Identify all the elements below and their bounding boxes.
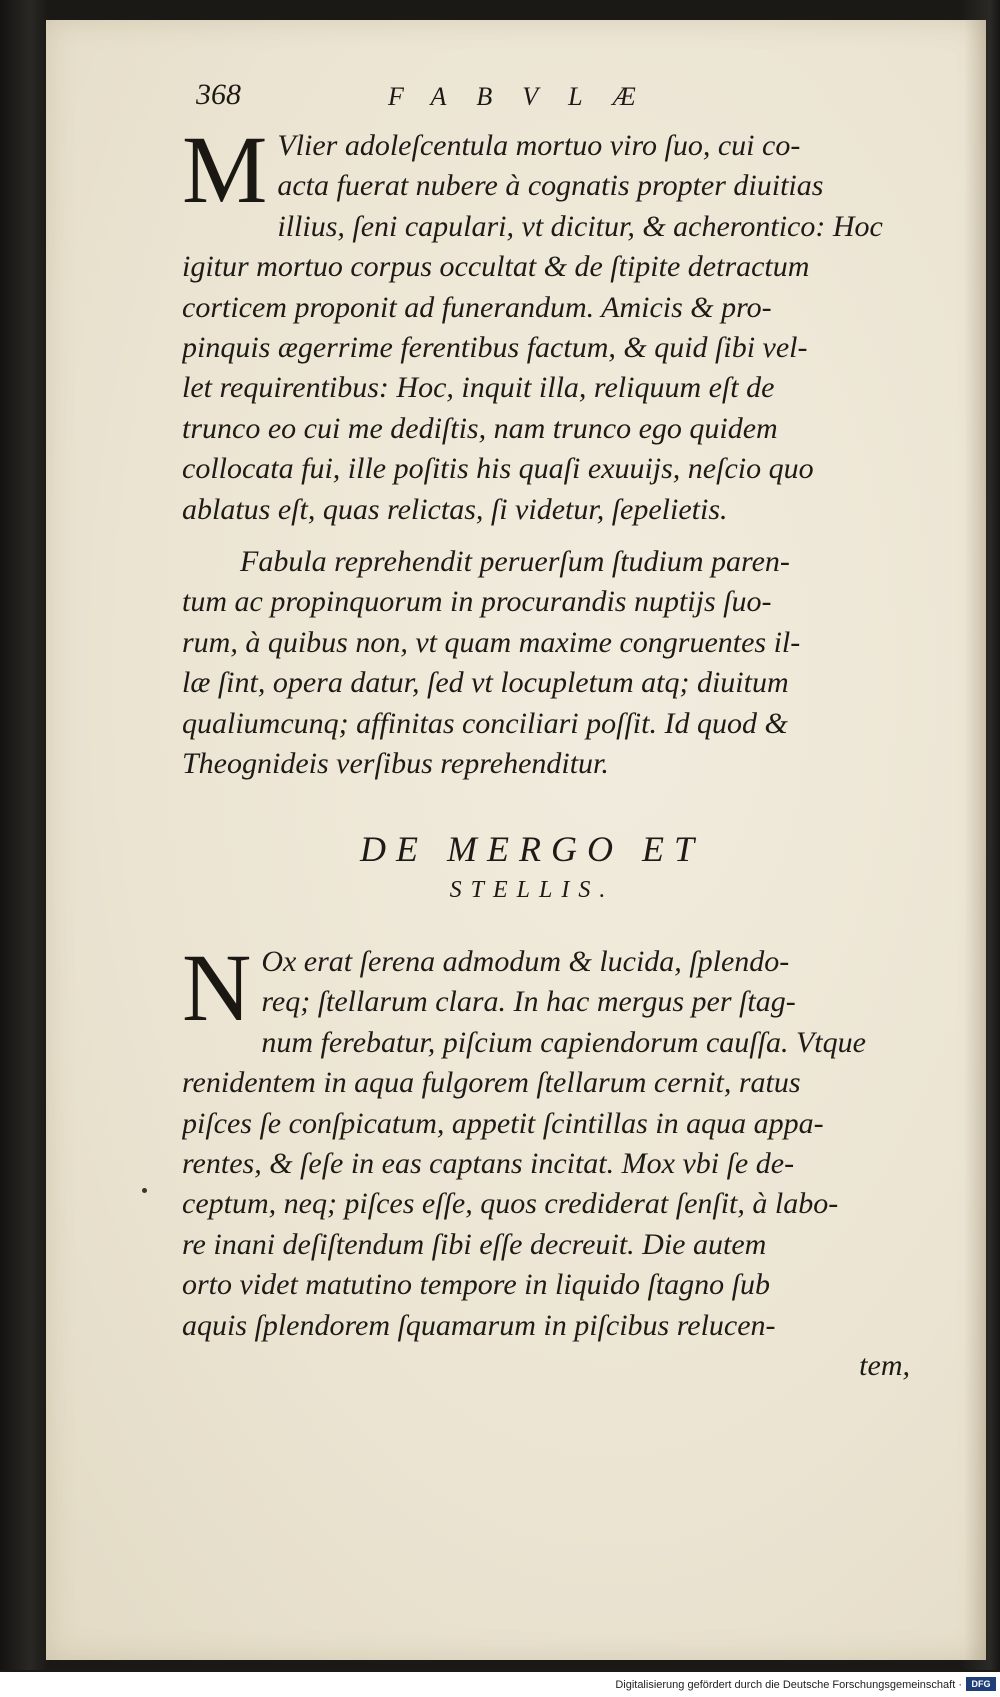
text-line: re inani deſiſtendum ſibi eſſe decreuit. Die autem	[182, 1227, 767, 1261]
text-line: læ ſint, opera datur, ſed vt locupletum atq; diuitum	[182, 666, 789, 700]
paragraph-mulier	[182, 116, 938, 530]
drop-cap-m: M	[182, 116, 268, 223]
text-line: orto videt matutino tempore in liquido ſtagno ſub	[182, 1268, 771, 1302]
page-number: 368	[196, 78, 241, 111]
text-line: num ferebatur, piſcium capiendorum cauſſa. Vtque	[261, 1025, 866, 1059]
paragraph-fabula-moral	[182, 542, 938, 784]
paragraph-nox	[182, 934, 938, 1386]
text-line: let requirentibus: Hoc, inquit illa, reliquum eſt de	[182, 371, 775, 405]
text-line: corticem proponit ad funerandum. Amicis & pro-	[182, 290, 772, 324]
text-line: aquis ſplendorem ſquamarum in piſcibus relucen-	[182, 1308, 776, 1342]
text-line: qualiumcunq; affinitas conciliari poſſit. Id quod &	[182, 706, 788, 740]
text-line: collocata fui, ille poſitis his quaſi exuuijs, neſcio quo	[182, 452, 814, 486]
running-head: FABVLÆ	[388, 82, 666, 111]
footer-bar	[0, 1672, 1000, 1697]
text-line: Fabula reprehendit peruerſum ſtudium paren-	[240, 545, 790, 578]
text-line: Theognideis verſibus reprehenditur.	[182, 747, 609, 781]
text-line: piſces ſe conſpicatum, appetit ſcintillas in aqua appa-	[182, 1106, 824, 1140]
text-line: tum ac propinquorum in procurandis nuptijs ſuo-	[182, 585, 772, 619]
text-line: pinquis ægerrime ferentibus factum, & quid ſibi vel-	[182, 331, 808, 365]
text-line: igitur mortuo corpus occultat & de ſtipite detractum	[182, 250, 810, 284]
catchword: tem,	[859, 1349, 910, 1383]
drop-cap-n: N	[182, 934, 252, 1041]
page-header	[196, 62, 896, 122]
text-line: Ox erat ſerena admodum & lucida, ſplendo-	[261, 945, 790, 978]
section-subtitle: STELLIS.	[449, 877, 615, 903]
text-line: renidentem in aqua fulgorem ſtellarum cernit, ratus	[182, 1066, 801, 1100]
text-line: ablatus eſt, quas relictas, ſi videtur, ſepelietis.	[182, 492, 728, 526]
text-line: rentes, & ſeſe in eas captans incitat. Mox vbi ſe de-	[182, 1147, 795, 1181]
ink-speck	[142, 1188, 147, 1193]
dfg-logo: DFG	[966, 1677, 996, 1691]
text-line: illius, ſeni capulari, vt dicitur, & acherontico: Hoc	[277, 209, 883, 243]
text-line: trunco eo cui me dediſtis, nam trunco ego quidem	[182, 411, 778, 445]
page-edge-shadow	[964, 20, 986, 1660]
text-line: rum, à quibus non, vt quam maxime congruentes il-	[182, 625, 801, 659]
digitization-credit: Digitalisierung gefördert durch die Deutsche Forschungsgemeinschaft ·	[615, 1679, 962, 1691]
section-title: DE MERGO ET	[360, 829, 704, 869]
text-line: ceptum, neq; piſces eſſe, quos crediderat ſenſit, à labo-	[182, 1187, 839, 1221]
text-line: acta fuerat nubere à cognatis propter diuitias	[277, 169, 824, 203]
text-line: Vlier adoleſcentula mortuo viro ſuo, cui co-	[277, 129, 801, 162]
text-line: req; ſtellarum clara. In hac mergus per ſtag-	[261, 985, 796, 1019]
